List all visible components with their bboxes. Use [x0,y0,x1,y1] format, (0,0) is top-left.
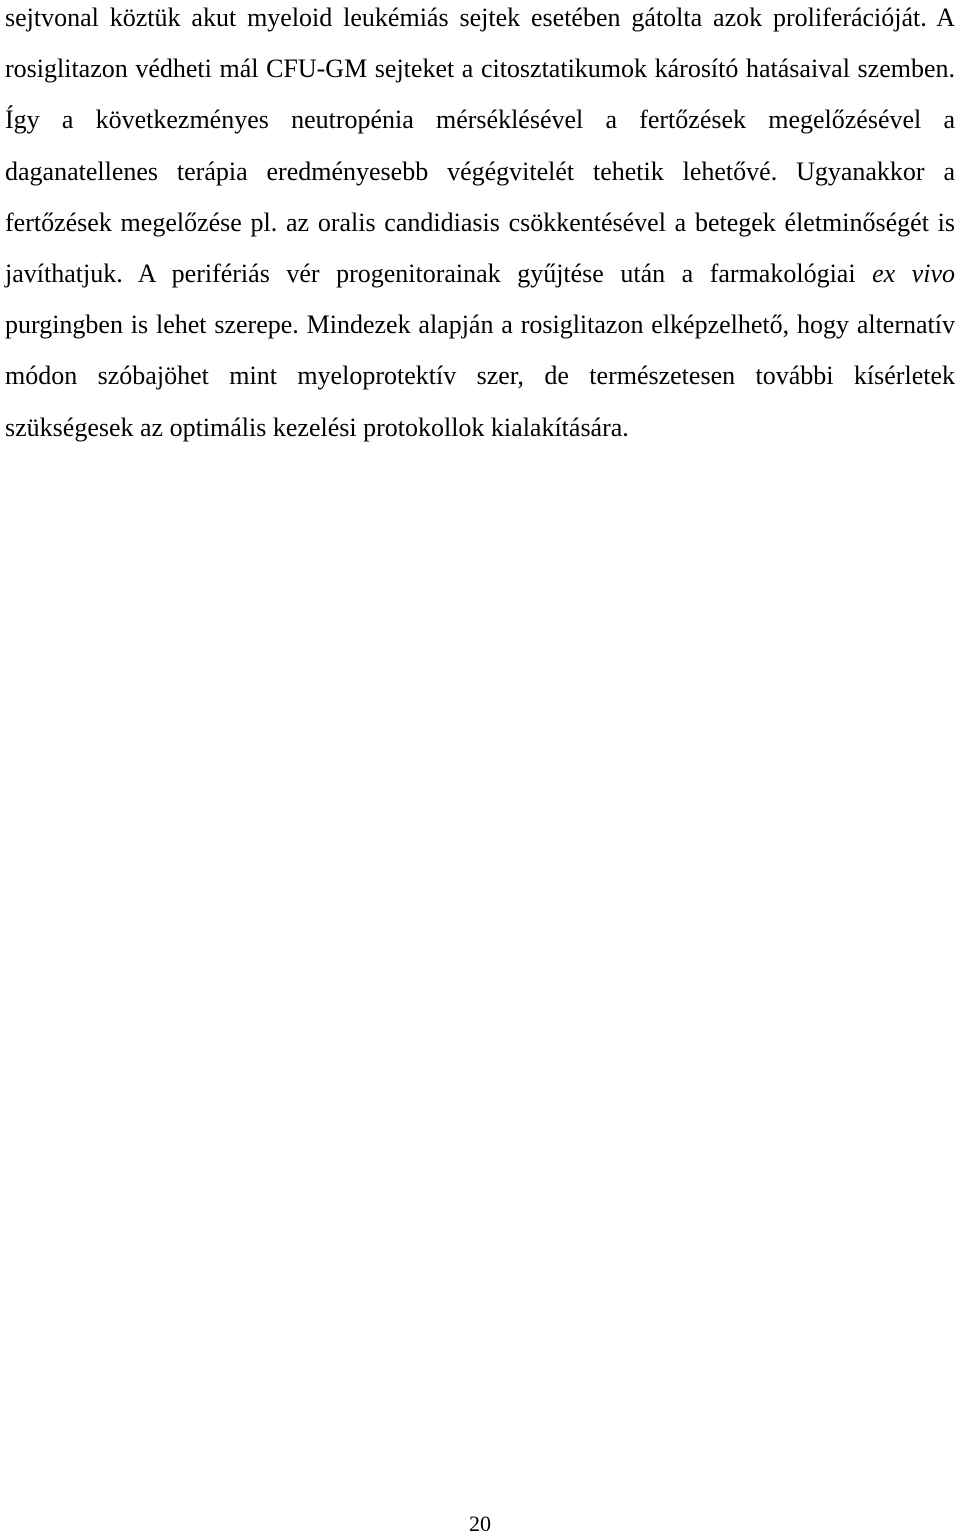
italic-term-ex-vivo: ex vivo [872,259,955,289]
body-paragraph [5,0,955,453]
page-number: 20 [469,1511,491,1536]
paragraph-text-end: purgingben is lehet szerepe. Mindezek alapján a rosiglitazon elképzelhető, hogy alternatív módon szóbajöhet mint myeloprotektív szer, de természetesen további kísérletek szükségesek az optimális kezelési protokollok kialakítására. [5,310,955,442]
paragraph-text-start: sejtvonal köztük akut myeloid leukémiás sejtek esetében gátolta azok proliferációját. A rosiglitazon védheti mál CFU-GM sejteket a citosztatikumok károsító hatásaival szemben. Így a következményes neutropénia mérséklésével a fertőzések megelőzésével a daganatellenes terápia eredményesebb végégvitelét tehetik lehetővé. Ugyanakkor a fertőzések megelőzése pl. az oralis candidiasis csökkentésével a betegek életminőségét is javíthatjuk. A perifériás vér progenitorainak gyűjtése után a farmakológiai [5,3,955,289]
